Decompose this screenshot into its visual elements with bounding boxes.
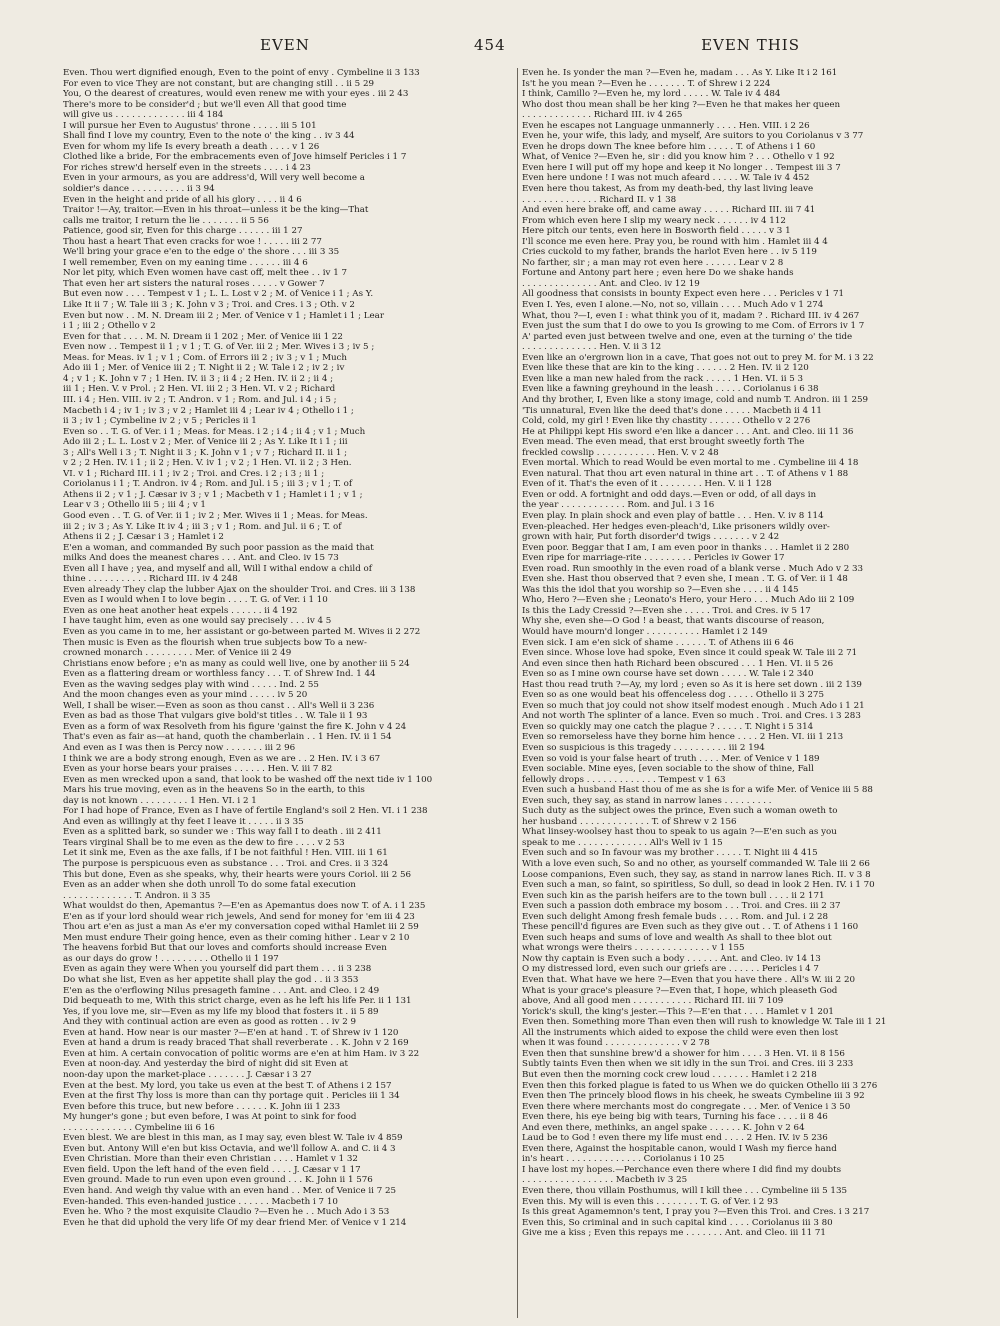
concordance-line: And even as willingly at thy feet I leave it . . . . . ii 3 35 xyxy=(63,816,304,827)
concordance-line: the year . . . . . . . . . . . . Rom. and Jul. i 3 16 xyxy=(522,500,715,511)
concordance-line: And they with continual action are even as good as rotten . . iv 2 9 xyxy=(63,1017,357,1028)
concordance-line: Even I. Yes, even I alone.—No, not so, villain . . . . Much Ado v 1 274 xyxy=(522,300,824,311)
concordance-line: We'll bring your grace e'en to the edge o' the shore . . . iii 3 35 xyxy=(63,247,340,258)
concordance-line: E'en a woman, and commanded By such poor passion as the maid that xyxy=(63,542,374,553)
concordance-line: crowned monarch . . . . . . . . . Mer. of Venice iii 2 49 xyxy=(63,648,292,659)
concordance-line: Even but. Antony Will e'en but kiss Octavia, and we'll follow A. and C. ii 4 3 xyxy=(63,1143,396,1154)
concordance-line: Even in your armours, as you are address'd, Will very well become a xyxy=(63,173,365,184)
concordance-line: Even he. Is yonder the man ?—Even he, madam . . . As Y. Like It i 2 161 xyxy=(522,68,838,78)
concordance-line: Even he drops down The knee before him . . . . . T. of Athens i 1 60 xyxy=(522,141,816,152)
concordance-line: Even hand. And weigh thy value with an even hand . . Mer. of Venice ii 7 25 xyxy=(63,1185,397,1196)
concordance-line: What, of Venice ?—Even he, sir : did you know him ? . . . Othello v 1 92 xyxy=(522,152,835,163)
concordance-line: The purpose is perspicuous even as substance . . . Troi. and Cres. ii 3 324 xyxy=(63,859,389,870)
concordance-line: Nor let pity, which Even women have cast off, melt thee . . iv 1 7 xyxy=(63,268,348,279)
concordance-line: . . . . . . . . . . . . . Cymbeline iii 6 16 xyxy=(63,1122,215,1133)
concordance-line: Even as a flattering dream or worthless fancy . . . T. of Shrew Ind. 1 44 xyxy=(63,669,376,680)
concordance-line: Laud be to God ! even there my life must end . . . . 2 Hen. IV. iv 5 236 xyxy=(522,1133,828,1144)
left-column xyxy=(63,68,515,1228)
concordance-line: Even so remorseless have they borne him hence . . . . 2 Hen. VI. iii 1 213 xyxy=(522,732,844,743)
concordance-line: Even. Thou wert dignified enough, Even to the point of envy . Cymbeline ii 3 133 xyxy=(63,68,420,78)
concordance-line: Even then. Something more Than even then will rush to knowledge W. Tale iii 1 21 xyxy=(522,1017,887,1028)
concordance-line: Even as a splitted bark, so sunder we : This way fall I to death . iii 2 411 xyxy=(63,827,382,838)
concordance-line: No farther, sir ; a man may rot even here . . . . . . Lear v 2 8 xyxy=(522,257,784,268)
concordance-line: This but done, Even as she speaks, why, their hearts were yours Coriol. iii 2 56 xyxy=(63,869,412,880)
concordance-line: Even there, thou villain Posthumus, will I kill thee . . . Cymbeline iii 5 135 xyxy=(522,1185,848,1196)
concordance-line: And thy brother, I, Even like a stony image, cold and numb T. Andron. iii 1 259 xyxy=(522,394,869,405)
concordance-line: Now thy captain is Even such a body . . . . . . Ant. and Cleo. iv 14 13 xyxy=(522,953,821,964)
concordance-line: Even but now . . M. N. Dream iii 2 ; Mer. of Venice v 1 ; Hamlet i 1 ; Lear xyxy=(63,310,385,321)
concordance-line: Would have mourn'd longer . . . . . . . . . . Hamlet i 2 149 xyxy=(522,626,768,637)
concordance-line: Even natural. That thou art even natural in thine art . . T. of Athens v 1 88 xyxy=(522,468,849,479)
concordance-line: You, O the dearest of creatures, would even renew me with your eyes . iii 2 43 xyxy=(63,89,409,100)
concordance-line: Traitor !—Ay, traitor.—Even in his throat—unless it be the king—That xyxy=(63,205,369,216)
concordance-line: Even in the height and pride of all his glory . . . . ii 4 6 xyxy=(63,194,302,205)
concordance-line: I think we are a body strong enough, Even as we are . . 2 Hen. IV. i 3 67 xyxy=(63,753,381,764)
concordance-line: i 1 ; iii 2 ; Othello v 2 xyxy=(63,321,156,332)
concordance-line: Even mead. The even mead, that erst brought sweetly forth The xyxy=(522,437,805,448)
concordance-line: That even her art sisters the natural roses . . . . . v Gower 7 xyxy=(63,278,325,289)
concordance-line: Even she. Hast thou observed that ? even she, I mean . T. G. of Ver. ii 1 48 xyxy=(522,574,848,585)
concordance-line: Even at hand. How near is our master ?—E'en at hand . T. of Shrew iv 1 120 xyxy=(63,1027,399,1038)
concordance-line: What linsey-woolsey hast thou to speak to us again ?—E'en such as you xyxy=(522,827,837,838)
concordance-line: My hunger's gone ; but even before, I was At point to sink for food xyxy=(63,1112,357,1123)
concordance-line: Even as an adder when she doth unroll To do some fatal execution xyxy=(63,880,356,891)
concordance-line: Even like these that are kin to the king . . . . . . 2 Hen. IV. ii 2 120 xyxy=(522,363,809,374)
concordance-line: milks And does the meanest chares . . . Ant. and Cleo. iv 15 73 xyxy=(63,553,339,564)
concordance-line: Cold, cold, my girl ! Even like thy chastity . . . . . . Othello v 2 276 xyxy=(522,416,811,427)
concordance-line: Even then this forked plague is fated to us When we do quicken Othello iii 3 276 xyxy=(522,1080,878,1091)
concordance-line: Even such and so In favour was my brother . . . . . T. Night iii 4 415 xyxy=(522,848,818,859)
concordance-line: Tears virginal Shall be to me even as the dew to fire . . . . v 2 53 xyxy=(63,837,345,848)
header-right-word: EVEN THIS xyxy=(701,36,800,54)
concordance-line: And the moon changes even as your mind . . . . . iv 5 20 xyxy=(63,690,308,701)
concordance-line: Even such delight Among fresh female buds . . . . Rom. and Jul. i 2 28 xyxy=(522,911,829,922)
concordance-line: That's even as fair as—at hand, quoth the chamberlain . . 1 Hen. IV. ii 1 54 xyxy=(63,732,392,743)
concordance-line: 'Tis unnatural, Even like the deed that's done . . . . . Macbeth ii 4 11 xyxy=(522,405,822,416)
concordance-line: Even this. My will is even this . . . . . . . . T. G. of Ver. i 2 93 xyxy=(522,1196,779,1207)
concordance-line: The heavens forbid But that our loves and comforts should increase Even xyxy=(63,943,387,954)
concordance-line: Even at him. A certain convocation of politic worms are e'en at him Ham. iv 3 22 xyxy=(63,1048,420,1059)
concordance-line: Thou art e'en as just a man As e'er my conversation coped withal Hamlet iii 2 59 xyxy=(63,922,419,933)
concordance-line: All the instruments which aided to expose the child were even then lost xyxy=(522,1027,839,1038)
concordance-line: Even that. What have we here ?—Even that you have there . All's W. iii 2 20 xyxy=(522,975,856,986)
concordance-line: There's more to be consider'd ; but we'll even All that good time xyxy=(63,99,347,110)
concordance-line: Even just the sum that I do owe to you Is growing to me Com. of Errors iv 1 7 xyxy=(522,321,865,332)
concordance-line: Here pitch our tents, even here in Bosworth field . . . . . v 3 1 xyxy=(522,226,791,237)
concordance-line: Even he. Who ? the most exquisite Claudio ?—Even he . . Much Ado i 3 53 xyxy=(63,1207,390,1218)
concordance-line: Even now . . Tempest ii 1 ; v 1 ; T. G. of Ver. iii 2 ; Mer. Wives i 3 ; iv 5 ; xyxy=(63,342,375,353)
page-number: 454 xyxy=(474,36,506,54)
concordance-line: Even ground. Made to run even upon even ground . . . K. John ii 1 576 xyxy=(63,1175,373,1186)
concordance-line: Even here I will put off my hope and keep it No longer . . Tempest iii 3 7 xyxy=(522,162,841,173)
concordance-line: For even to vice They are not constant, but are changing still . . ii 5 29 xyxy=(63,78,375,89)
concordance-line: Even of it. That's the even of it . . . . . . . . Hen. V. ii 1 128 xyxy=(522,479,772,490)
concordance-line: Even road. Run smoothly in the even road of a blank verse . Much Ado v 2 33 xyxy=(522,563,864,574)
concordance-line: Even already They clap the lubber Ajax on the shoulder Troi. and Cres. iii 3 138 xyxy=(63,584,416,595)
concordance-line: E'en as if your lord should wear rich jewels, And send for money for 'em iii 4 23 xyxy=(63,911,415,922)
concordance-line: Even here undone ! I was not much afeard . . . . . W. Tale iv 4 452 xyxy=(522,173,810,184)
concordance-line: Even such kin as the parish heifers are to the town bull . . . . ii 2 171 xyxy=(522,890,825,901)
concordance-line: Even so much that joy could not show itself modest enough . Much Ado i 1 21 xyxy=(522,700,865,711)
concordance-line: what wrongs were theirs . . . . . . . . . . . . . . v 1 155 xyxy=(522,943,745,954)
concordance-line: Even since. Whose love had spoke, Even since it could speak W. Tale iii 2 71 xyxy=(522,648,858,659)
concordance-line: Even like an o'ergrown lion in a cave, That goes not out to prey M. for M. i 3 22 xyxy=(522,352,874,363)
concordance-line: Even or odd. A fortnight and odd days.—Even or odd, of all days in xyxy=(522,489,817,500)
concordance-line: Even such, they say, as stand in narrow lanes . . . . . . . . . xyxy=(522,795,772,806)
concordance-line: Who, Hero ?—Even she ; Leonato's Hero, your Hero . . . Much Ado iii 2 109 xyxy=(522,595,855,606)
concordance-line: Even like a fawning greyhound in the leash . . . . . Coriolanus i 6 38 xyxy=(522,384,819,395)
concordance-line: O my distressed lord, even such our griefs are . . . . . . Pericles i 4 7 xyxy=(522,964,819,975)
concordance-line: VI. v 1 ; Richard III. i 1 ; iv 2 ; Troi. and Cres. i 2 ; i 3 ; ii 1 ; xyxy=(63,468,325,479)
concordance-line: Even so suspicious is this tragedy . . . . . . . . . . iii 2 194 xyxy=(522,743,765,753)
concordance-line: Well, I shall be wiser.—Even as soon as thou canst . . All's Well ii 3 236 xyxy=(63,700,375,711)
concordance-line: . . . . . . . . . . . . . . . . . Macbeth iv 3 25 xyxy=(522,1175,688,1186)
concordance-line: iii 2 ; iv 3 ; As Y. Like It iv 4 ; iii 3 ; v 1 ; Rom. and Jul. ii 6 ; T. of xyxy=(63,521,342,532)
concordance-line: Even this, So criminal and in such capital kind . . . . Coriolanus iii 3 80 xyxy=(522,1217,833,1228)
concordance-line: . . . . . . . . . . . . . . Hen. V. ii 3 12 xyxy=(522,342,662,353)
page-header xyxy=(60,36,950,58)
concordance-line: Men must endure Their going hence, even as their coming hither . Lear v 2 10 xyxy=(63,932,410,943)
concordance-line: Even as the waving sedges play with wind . . . . . Ind. 2 55 xyxy=(63,679,319,690)
concordance-line: And even since then hath Richard been obscured . . . 1 Hen. VI. ii 5 26 xyxy=(522,658,834,669)
concordance-line: All goodness that consists in bounty Expect even here . . . Pericles v 1 71 xyxy=(522,289,844,300)
concordance-line: Thou hast a heart That even cracks for woe ! . . . . . iii 2 77 xyxy=(63,236,322,247)
concordance-line: Even ripe for marriage-rite . . . . . . . . . Pericles iv Gower 17 xyxy=(522,553,785,564)
concordance-line: Let it sink me, Even as the axe falls, if I be not faithful ! Hen. VIII. iii 1 61 xyxy=(63,848,388,859)
concordance-line: Subtly taints Even then when we sit idly in the sun Troi. and Cres. iii 3 233 xyxy=(522,1059,854,1070)
concordance-line: as our days do grow ! . . . . . . . . . Othello ii 1 197 xyxy=(63,953,279,964)
concordance-line: And even here brake off, and came away . . . . . Richard III. iii 7 41 xyxy=(522,205,816,216)
concordance-line: Loose companions, Even such, they say, as stand in narrow lanes Rich. II. v 3 8 xyxy=(522,869,871,880)
concordance-line: For riches strew'd herself even in the streets . . . . i 4 23 xyxy=(63,162,311,173)
concordance-line: Mars his true moving, even as in the heavens So in the earth, to this xyxy=(63,785,365,796)
concordance-line: iii 1 ; Hen. V. v Prol. ; 2 Hen. VI. iii 2 ; 3 Hen. VI. v 2 ; Richard xyxy=(63,384,336,395)
concordance-line: Even such a man, so faint, so spiritless, So dull, so dead in look 2 Hen. IV. i 1 70 xyxy=(522,880,875,891)
concordance-line: Shall find I love my country, Even to the note o' the king . . iv 3 44 xyxy=(63,131,355,142)
concordance-line: Clothed like a bride, For the embracements even of Jove himself Pericles i 1 7 xyxy=(63,152,407,163)
concordance-line: Patience, good sir, Even for this charge . . . . . . iii 1 27 xyxy=(63,226,303,237)
concordance-line: Do what she list, Even as her appetite shall play the god . . ii 3 353 xyxy=(63,975,359,986)
concordance-line: I think, Camillo ?—Even he, my lord . . . . . W. Tale iv 4 484 xyxy=(522,89,781,100)
concordance-line: Even-pleached. Her hedges even-pleach'd, Like prisoners wildly over- xyxy=(522,521,830,532)
concordance-line: Did bequeath to me, With this strict charge, even as he left his life Per. ii 1 131 xyxy=(63,996,412,1007)
concordance-line: Even as one heat another heat expels . . . . . . ii 4 192 xyxy=(63,605,298,616)
concordance-line: And not worth The splinter of a lance. Even so much . Troi. and Cres. i 3 283 xyxy=(522,711,861,722)
concordance-line: speak to me . . . . . . . . . . . . . All's Well iv 1 15 xyxy=(522,837,723,848)
concordance-line: Meas. for Meas. iv 1 ; v 1 ; Com. of Errors iii 2 ; iv 3 ; v 1 ; Much xyxy=(63,352,348,363)
concordance-line: Even as bad as those That vulgars give bold'st titles . . W. Tale ii 1 93 xyxy=(63,711,368,722)
concordance-line: Hast thou read truth ?—Ay, my lord ; even so As it is here set down . iii 2 139 xyxy=(522,679,862,690)
concordance-line: thine . . . . . . . . . . . Richard III. iv 4 248 xyxy=(63,574,238,585)
concordance-line: Even at noon-day. And yesterday the bird of night did sit Even at xyxy=(63,1059,349,1070)
concordance-line: Who dost thou mean shall be her king ?—Even he that makes her queen xyxy=(522,99,841,110)
concordance-line: Even poor. Beggar that I am, I am even poor in thanks . . . Hamlet ii 2 280 xyxy=(522,542,850,553)
concordance-line: A' parted even just between twelve and one, even at the turning o' the tide xyxy=(522,331,853,342)
concordance-line: Such duty as the subject owes the prince, Even such a woman oweth to xyxy=(522,806,838,817)
concordance-line: Even as again they were When you yourself did part them . . . ii 3 238 xyxy=(63,964,372,975)
concordance-line: calls me traitor, I return the lie . . . . . . . ii 5 56 xyxy=(63,215,269,226)
concordance-line: Give me a kiss ; Even this repays me . . . . . . . Ant. and Cleo. iii 11 71 xyxy=(522,1228,826,1239)
header-left-word: EVEN xyxy=(260,36,310,54)
concordance-line: Even at hand a drum is ready braced That shall reverberate . . K. John v 2 169 xyxy=(63,1038,409,1049)
concordance-line: Is this great Agamemnon's tent, I pray you ?—Even this Troi. and Cres. i 3 217 xyxy=(522,1207,870,1218)
concordance-line: For I had hope of France, Even as I have of fertile England's soil 2 Hen. VI. i 1 238 xyxy=(63,806,428,817)
concordance-line: Even field. Upon the left hand of the even field . . . . J. Cæsar v 1 17 xyxy=(63,1164,361,1175)
concordance-line: I have taught him, even as one would say precisely . . . iv 4 5 xyxy=(63,616,332,627)
concordance-line: What, thou ?—I, even I : what think you of it, madam ? . Richard III. iv 4 267 xyxy=(522,310,860,321)
concordance-line: Was this the idol that you worship so ?—Even she . . . . ii 4 145 xyxy=(522,584,799,595)
concordance-line: Even there, Against the hospitable canon, would I Wash my fierce hand xyxy=(522,1143,837,1154)
concordance-line: v 2 ; 2 Hen. IV. i 1 ; ii 2 ; Hen. V. iv 1 ; v 2 ; 1 Hen. VI. ii 2 ; 3 Hen. xyxy=(63,458,352,469)
concordance-line: Even as men wrecked upon a sand, that look to be washed off the next tide iv 1 100 xyxy=(63,774,433,785)
concordance-line: Lear v 3 ; Othello iii 5 ; iii 4 ; v 1 xyxy=(63,500,206,511)
concordance-line: Even so quickly may one catch the plague ? . . . . . T. Night i 5 314 xyxy=(522,721,814,732)
concordance-line: Christians enow before ; e'n as many as could well live, one by another iii 5 24 xyxy=(63,658,410,669)
concordance-line: Macbeth i 4 ; iv 1 ; iv 3 ; v 2 ; Hamlet iii 4 ; Lear iv 4 ; Othello i 1 ; xyxy=(63,405,354,416)
concordance-line: From which even here I slip my weary neck . . . . . . iv 4 112 xyxy=(522,215,786,226)
concordance-line: He at Philippi kept His sword e'en like a dancer . . . Ant. and Cleo. iii 11 36 xyxy=(522,426,854,437)
concordance-line: These pencill'd figures are Even such as they give out . . T. of Athens i 1 160 xyxy=(522,922,859,933)
concordance-line: . . . . . . . . . . . . . . Richard II. v 1 38 xyxy=(522,194,677,205)
concordance-line: Like It ii 7 ; W. Tale iii 3 ; K. John v 3 ; Troi. and Cres. i 3 ; Oth. v 2 xyxy=(63,300,355,311)
concordance-line: Even play. In plain shock and even play of battle . . . Hen. V. iv 8 114 xyxy=(522,510,824,521)
concordance-line: Even there where merchants most do congregate . . . Mer. of Venice i 3 50 xyxy=(522,1101,851,1112)
concordance-line: Even he that did uphold the very life Of my dear friend Mer. of Venice v 1 214 xyxy=(63,1217,407,1228)
concordance-line: Even-handed. This even-handed justice . . . . . . Macbeth i 7 10 xyxy=(63,1196,338,1207)
concordance-line: What is your grace's pleasure ?—Even that, I hope, which pleaseth God xyxy=(522,985,838,996)
concordance-line: her husband . . . . . . . . . . . . . T. of Shrew v 2 156 xyxy=(522,816,737,827)
concordance-line: Even like a man new haled from the rack . . . . . 1 Hen. VI. ii 5 3 xyxy=(522,373,804,384)
concordance-line: Even so void is your false heart of truth . . . . Mer. of Venice v 1 189 xyxy=(522,753,820,764)
concordance-line: Even as your horse bears your praises . . . . . . Hen. V. iii 7 82 xyxy=(63,764,333,775)
concordance-line: . . . . . . . . . . . . . Richard III. iv 4 265 xyxy=(522,110,683,121)
concordance-line: Athens ii 2 ; J. Cæsar i 3 ; Hamlet i 2 xyxy=(63,532,224,543)
concordance-line: Is't he you mean ?—Even he . . . . . . . T. of Shrew i 2 224 xyxy=(522,78,771,89)
concordance-line: in's heart . . . . . . . . . . . . . . Coriolanus i 10 25 xyxy=(522,1154,725,1165)
concordance-line: I will pursue her Even to Augustus' throne . . . . . iii 5 101 xyxy=(63,120,317,131)
concordance-line: when it was found . . . . . . . . . . . . . . v 2 78 xyxy=(522,1038,710,1049)
concordance-line: Cries cuckold to my father, brands the harlot Even here . . iv 5 119 xyxy=(522,247,817,258)
concordance-line: And even as I was then is Percy now . . . . . . . iii 2 96 xyxy=(63,743,296,753)
right-column xyxy=(522,68,974,1239)
column-divider xyxy=(517,68,518,1318)
concordance-line: Then music is Even as the flourish when true subjects bow To a new- xyxy=(63,637,367,648)
concordance-line: noon-day upon the market-place . . . . . . . J. Cæsar i 3 27 xyxy=(63,1069,312,1080)
concordance-line: Even so . . T. G. of Ver. i 1 ; Meas. for Meas. i 2 ; i 4 ; ii 4 ; v 1 ; Much xyxy=(63,426,366,437)
concordance-line: Even as a form of wax Resolveth from his figure 'gainst the fire K. John v 4 24 xyxy=(63,721,407,732)
concordance-line: soldier's dance . . . . . . . . . . ii 3 94 xyxy=(63,184,215,195)
concordance-line: Even at the first Thy loss is more than can thy portage quit . Pericles iii 1 34 xyxy=(63,1091,400,1102)
concordance-line: I have lost my hopes.—Perchance even there where I did find my doubts xyxy=(522,1164,842,1175)
concordance-line: Even then The princely blood flows in his cheek, he sweats Cymbeline iii 3 92 xyxy=(522,1091,865,1102)
concordance-line: Yes, if you love me, sir—Even as my life my blood that fosters it . ii 5 89 xyxy=(63,1006,379,1017)
concordance-line: Ado iii 2 ; L. L. Lost v 2 ; Mer. of Venice iii 2 ; As Y. Like It i 1 ; iii xyxy=(63,437,348,448)
concordance-line: But even now . . . . Tempest v 1 ; L. L. Lost v 2 ; M. of Venice i 1 ; As Y. xyxy=(63,289,374,300)
concordance-line: Even all I have ; yea, and myself and all, Will I withal endow a child of xyxy=(63,563,372,574)
concordance-line: day is not known . . . . . . . . . 1 Hen. VI. i 2 1 xyxy=(63,795,257,806)
concordance-line: Even such a passion doth embrace my bosom . . . Troi. and Cres. iii 2 37 xyxy=(522,901,841,912)
concordance-line: Even then that sunshine brew'd a shower for him . . . . 3 Hen. VI. ii 8 156 xyxy=(522,1048,845,1059)
concordance-line: Even as I would when I to love begin . . . . T. G. of Ver. i 1 10 xyxy=(63,595,328,606)
concordance-line: What wouldst do then, Apemantus ?—E'en as Apemantus does now T. of A. i 1 235 xyxy=(63,901,426,912)
concordance-line: freckled cowslip . . . . . . . . . . . Hen. V. v 2 48 xyxy=(522,447,719,458)
concordance-line: above, And all good men . . . . . . . . . . . Richard III. iii 7 109 xyxy=(522,996,784,1007)
concordance-line: grown with hair, Put forth disorder'd twigs . . . . . . . v 2 42 xyxy=(522,532,780,543)
concordance-line: Even such a husband Hast thou of me as she is for a wife Mer. of Venice iii 5 88 xyxy=(522,785,873,796)
concordance-line: I'll sconce me even here. Pray you, be round with him . Hamlet iii 4 4 xyxy=(522,236,828,247)
concordance-line: Even so as one would beat his offenceless dog . . . . . Othello ii 3 275 xyxy=(522,690,824,701)
concordance-line: Even sick. I am e'en sick of shame . . . . . . T. of Athens iii 6 46 xyxy=(522,637,794,648)
concordance-line: Even here thou takest, As from my death-bed, thy last living leave xyxy=(522,184,814,195)
concordance-line: Even he, your wife, this lady, and myself, Are suitors to you Coriolanus v 3 77 xyxy=(522,131,864,142)
concordance-line: . . . . . . . . . . . . . . Ant. and Cleo. iv 12 19 xyxy=(522,278,700,289)
concordance-line: Even so as I mine own course have set down . . . . . W. Tale i 2 340 xyxy=(522,669,814,680)
concordance-line: With a love even such, So and no other, as yourself commanded W. Tale iii 2 66 xyxy=(522,859,870,870)
concordance-line: Why she, even she—O God ! a beast, that wants discourse of reason, xyxy=(522,616,825,627)
concordance-line: Athens ii 2 ; v 1 ; J. Cæsar iv 3 ; v 1 ; Macbeth v 1 ; Hamlet i 1 ; v 1 ; xyxy=(63,489,363,500)
concordance-line: Even there, his eye being big with tears, Turning his face . . . . ii 8 46 xyxy=(522,1112,828,1123)
concordance-line: . . . . . . . . . . . . . T. Andron. ii 3 35 xyxy=(63,890,211,901)
concordance-line: Even as you came in to me, her assistant or go-between parted M. Wives ii 2 272 xyxy=(63,626,421,637)
concordance-line: Even mortal. Which to read Would be even mortal to me . Cymbeline iii 4 18 xyxy=(522,458,859,469)
concordance-line: E'en as the o'erflowing Nilus presageth famine . . . Ant. and Cleo. i 2 49 xyxy=(63,985,380,996)
concordance-line: 3 ; All's Well i 3 ; T. Night ii 3 ; K. John v 1 ; v 7 ; Richard II. ii 1 ; xyxy=(63,447,348,458)
concordance-line: Even blest. We are blest in this man, as I may say, even blest W. Tale iv 4 859 xyxy=(63,1133,403,1144)
concordance-line: Fortune and Antony part here ; even here Do we shake hands xyxy=(522,268,794,279)
concordance-line: Is this the Lady Cressid ?—Even she . . . . . Troi. and Cres. iv 5 17 xyxy=(522,605,811,616)
concordance-line: Even such heaps and sums of love and wealth As shall to thee blot out xyxy=(522,932,832,943)
concordance-line: Yorick's skull, the king's jester.—This ?—E'en that . . . . Hamlet v 1 201 xyxy=(522,1006,834,1017)
concordance-line: 4 ; v 1 ; K. John v 7 ; 1 Hen. IV. ii 3 ; ii 4 ; 2 Hen. IV. ii 2 ; ii 4 ; xyxy=(63,373,334,384)
concordance-line: fellowly drops . . . . . . . . . . . . . Tempest v 1 63 xyxy=(522,774,726,785)
concordance-line: Even Christian. More than their even Christian . . . . Hamlet v 1 32 xyxy=(63,1154,358,1165)
concordance-line: will give us . . . . . . . . . . . . . iii 4 184 xyxy=(63,110,224,121)
concordance-line: III. i 4 ; Hen. VIII. iv 2 ; T. Andron. v 1 ; Rom. and Jul. i 4 ; i 5 ; xyxy=(63,394,337,405)
concordance-line: Even before this truce, but new before . . . . . . K. John iii 1 233 xyxy=(63,1101,341,1112)
concordance-line: And even there, methinks, an angel spake . . . . . . K. John v 2 64 xyxy=(522,1122,805,1133)
concordance-line: I well remember, Even on my eaning time . . . . . . iii 4 6 xyxy=(63,257,308,268)
concordance-line: But even then the morning cock crew loud . . . . . . . Hamlet i 2 218 xyxy=(522,1069,817,1080)
concordance-line: Even for that . . . . M. N. Dream ii 1 202 ; Mer. of Venice iii 1 22 xyxy=(63,331,343,342)
concordance-line: Even sociable. Mine eyes, [even sociable to the show of thine, Fall xyxy=(522,764,814,775)
concordance-line: Even he escapes not Language unmannerly . . . . Hen. VIII. i 2 26 xyxy=(522,120,810,131)
concordance-line: Coriolanus i 1 ; T. Andron. iv 4 ; Rom. and Jul. i 5 ; iii 3 ; v 1 ; T. of xyxy=(63,479,353,490)
concordance-line: Ado iii 1 ; Mer. of Venice iii 2 ; T. Night ii 2 ; W. Tale i 2 ; iv 2 ; iv xyxy=(63,363,345,374)
concordance-line: Even at the best. My lord, you take us even at the best T. of Athens i 2 157 xyxy=(63,1080,392,1091)
concordance-line: Good even . . T. G. of Ver. ii 1 ; iv 2 ; Mer. Wives ii 1 ; Meas. for Meas. xyxy=(63,510,368,521)
concordance-line: Even for whom my life Is every breath a death . . . . v 1 26 xyxy=(63,141,320,152)
concordance-line: ii 3 ; iv 1 ; Cymbeline iv 2 ; v 5 ; Pericles ii 1 xyxy=(63,416,257,427)
